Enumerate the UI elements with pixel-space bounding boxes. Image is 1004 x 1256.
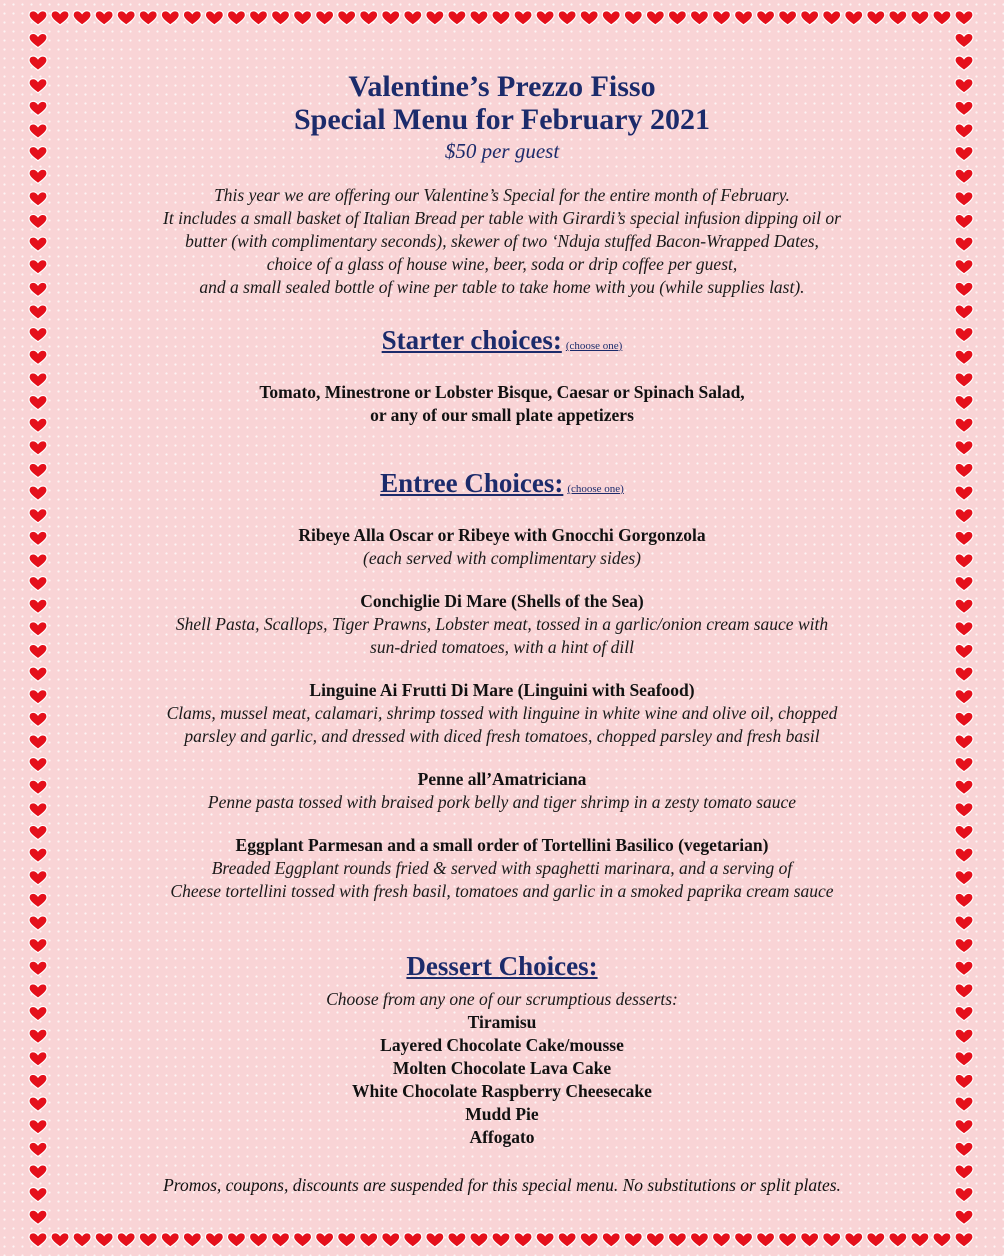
heart-icon	[29, 56, 47, 70]
heart-icon	[955, 124, 973, 138]
heart-icon	[227, 1233, 245, 1247]
heart-icon	[955, 147, 973, 161]
heart-icon	[955, 916, 973, 930]
heart-icon	[29, 531, 47, 545]
heart-icon	[955, 961, 973, 975]
heart-icon	[955, 33, 973, 47]
heart-icon	[29, 1052, 47, 1066]
heart-icon	[514, 1233, 532, 1247]
heart-icon	[29, 237, 47, 251]
heart-icon	[29, 961, 47, 975]
heart-icon	[690, 11, 708, 25]
heart-icon	[29, 1233, 47, 1247]
heart-icon	[955, 712, 973, 726]
heart-icon	[249, 11, 267, 25]
heart-icon	[29, 282, 47, 296]
intro-line: choice of a glass of house wine, beer, soda or drip coffee per guest,	[266, 254, 738, 274]
heart-icon	[117, 1233, 135, 1247]
heart-icon	[492, 11, 510, 25]
heart-icon	[624, 11, 642, 25]
heart-icon	[558, 11, 576, 25]
dish-name: Eggplant Parmesan and a small order of Tortellini Basilico (vegetarian)	[235, 835, 769, 855]
heart-icon	[955, 1029, 973, 1043]
heart-icon	[712, 11, 730, 25]
heart-icon	[867, 1233, 885, 1247]
heart-icon	[29, 1074, 47, 1088]
heart-icon	[29, 803, 47, 817]
heart-icon	[955, 1052, 973, 1066]
menu-content	[60, 70, 944, 1197]
dish-description: Breaded Eggplant rounds fried & served with spaghetti marinara, and a serving of	[211, 858, 793, 878]
heart-icon	[29, 328, 47, 342]
heart-icon	[955, 848, 973, 862]
heart-icon	[29, 712, 47, 726]
heart-icon	[382, 11, 400, 25]
heart-icon	[29, 893, 47, 907]
entree-heading	[60, 466, 944, 506]
heart-icon	[29, 644, 47, 658]
heart-icon	[51, 11, 69, 25]
heart-icon	[29, 214, 47, 228]
heart-icon	[95, 1233, 113, 1247]
starter-heading	[60, 323, 944, 363]
heart-icon	[139, 1233, 157, 1247]
heart-icon	[29, 101, 47, 115]
heart-icon	[668, 11, 686, 25]
heart-icon	[624, 1233, 642, 1247]
entree-title: Entree Choices:	[380, 468, 564, 498]
heart-icon	[183, 1233, 201, 1247]
heart-icon	[911, 1233, 929, 1247]
heart-icon	[29, 667, 47, 681]
heart-icon	[955, 984, 973, 998]
heart-icon	[29, 1006, 47, 1020]
heart-icon	[205, 1233, 223, 1247]
heart-icon	[955, 1097, 973, 1111]
heart-icon	[955, 803, 973, 817]
intro-paragraph	[60, 184, 944, 299]
heart-icon	[183, 11, 201, 25]
dish-description: Penne pasta tossed with braised pork belly and tiger shrimp in a zesty tomato sauce	[207, 792, 797, 812]
dish-description: (each served with complimentary sides)	[363, 548, 641, 568]
heart-icon	[757, 11, 775, 25]
dessert-item: Affogato	[469, 1127, 535, 1147]
heart-icon	[801, 1233, 819, 1247]
heart-icon	[955, 1210, 973, 1224]
heart-icon	[139, 11, 157, 25]
dessert-title: Dessert Choices:	[406, 951, 598, 981]
dessert-intro: Choose from any one of our scrumptious desserts:	[326, 989, 678, 1009]
heart-icon	[779, 11, 797, 25]
heart-icon	[29, 350, 47, 364]
heart-icon	[955, 735, 973, 749]
entree-dish	[60, 524, 944, 570]
heart-icon	[845, 1233, 863, 1247]
heart-icon	[955, 531, 973, 545]
heart-icon	[757, 1233, 775, 1247]
heart-icon	[955, 418, 973, 432]
intro-line: It includes a small basket of Italian Bread per table with Girardi’s special infusion dipping oil or	[163, 208, 841, 228]
heart-icon	[536, 1233, 554, 1247]
entree-note: (choose one)	[567, 483, 624, 495]
heart-icon	[29, 577, 47, 591]
heart-icon	[29, 735, 47, 749]
heart-icon	[360, 1233, 378, 1247]
dish-description: Cheese tortellini tossed with fresh basil, tomatoes and garlic in a smoked paprika cream sauce	[170, 881, 834, 901]
dessert-item: Layered Chocolate Cake/mousse	[380, 1035, 624, 1055]
heart-icon	[29, 441, 47, 455]
heart-icon	[382, 1233, 400, 1247]
heart-icon	[955, 350, 973, 364]
starter-list	[60, 381, 944, 427]
heart-icon	[823, 11, 841, 25]
heart-icon	[690, 1233, 708, 1247]
entree-dish	[60, 834, 944, 903]
heart-icon	[95, 11, 113, 25]
heart-icon	[29, 169, 47, 183]
heart-icon	[933, 11, 951, 25]
heart-icon	[911, 11, 929, 25]
dish-name: Ribeye Alla Oscar or Ribeye with Gnocchi Gorgonzola	[298, 525, 706, 545]
heart-icon	[955, 622, 973, 636]
dish-description: Shell Pasta, Scallops, Tiger Prawns, Lobster meat, tossed in a garlic/onion cream sauce with	[175, 614, 829, 634]
heart-icon	[29, 825, 47, 839]
heart-icon	[272, 11, 290, 25]
heart-icon	[29, 871, 47, 885]
heart-icon	[161, 11, 179, 25]
heart-icon	[955, 1142, 973, 1156]
heart-icon	[955, 1188, 973, 1202]
heart-icon	[294, 11, 312, 25]
heart-icon	[955, 1120, 973, 1134]
heart-icon	[161, 1233, 179, 1247]
heart-icon	[426, 1233, 444, 1247]
intro-line: and a small sealed bottle of wine per table to take home with you (while supplies last).	[199, 277, 805, 297]
dish-description: Clams, mussel meat, calamari, shrimp tossed with linguine in white wine and olive oil, chopped	[166, 703, 838, 723]
heart-icon	[29, 463, 47, 477]
heart-icon	[955, 667, 973, 681]
heart-icon	[955, 939, 973, 953]
heart-icon	[426, 11, 444, 25]
heart-icon	[29, 509, 47, 523]
heart-icon	[338, 11, 356, 25]
heart-icon	[29, 33, 47, 47]
heart-icon	[955, 1006, 973, 1020]
heart-icon	[646, 1233, 664, 1247]
heart-icon	[29, 599, 47, 613]
heart-icon	[404, 11, 422, 25]
heart-icon	[492, 1233, 510, 1247]
dessert-heading	[60, 949, 944, 988]
dish-name: Conchiglie Di Mare (Shells of the Sea)	[360, 591, 644, 611]
heart-icon	[955, 328, 973, 342]
heart-icon	[29, 124, 47, 138]
heart-icon	[955, 599, 973, 613]
heart-icon	[29, 622, 47, 636]
heart-icon	[933, 1233, 951, 1247]
heart-icon	[845, 11, 863, 25]
heart-icon	[602, 11, 620, 25]
heart-icon	[29, 916, 47, 930]
heart-icon	[712, 1233, 730, 1247]
footer-note: Promos, coupons, discounts are suspended for this special menu. No substitutions or split plates.	[163, 1175, 841, 1195]
heart-icon	[338, 1233, 356, 1247]
heart-icon	[29, 1210, 47, 1224]
dish-description: parsley and garlic, and dressed with diced fresh tomatoes, chopped parsley and fresh basil	[184, 726, 820, 746]
heart-icon	[29, 260, 47, 274]
dessert-item: White Chocolate Raspberry Cheesecake	[352, 1081, 652, 1101]
title-line-1: Valentine’s Prezzo Fisso	[348, 70, 656, 103]
heart-icon	[955, 554, 973, 568]
heart-icon	[955, 79, 973, 93]
heart-icon	[955, 871, 973, 885]
heart-icon	[514, 11, 532, 25]
heart-icon	[955, 758, 973, 772]
heart-icon	[867, 11, 885, 25]
dish-description: sun-dried tomatoes, with a hint of dill	[370, 637, 634, 657]
heart-icon	[558, 1233, 576, 1247]
heart-icon	[448, 1233, 466, 1247]
entree-dish	[60, 768, 944, 814]
heart-icon	[249, 1233, 267, 1247]
heart-icon	[602, 1233, 620, 1247]
heart-icon	[205, 11, 223, 25]
heart-icon	[470, 1233, 488, 1247]
heart-icon	[316, 11, 334, 25]
heart-icon	[955, 825, 973, 839]
heart-icon	[29, 192, 47, 206]
entree-list	[60, 524, 944, 903]
heart-icon	[955, 192, 973, 206]
heart-icon	[955, 780, 973, 794]
heart-icon	[29, 1029, 47, 1043]
heart-icon	[448, 11, 466, 25]
starter-line: Tomato, Minestrone or Lobster Bisque, Caesar or Spinach Salad,	[259, 382, 745, 402]
heart-icon	[735, 1233, 753, 1247]
heart-icon	[29, 1188, 47, 1202]
heart-icon	[955, 1074, 973, 1088]
heart-icon	[580, 1233, 598, 1247]
heart-icon	[29, 1165, 47, 1179]
heart-icon	[955, 260, 973, 274]
heart-icon	[580, 11, 598, 25]
heart-icon	[955, 690, 973, 704]
starter-line: or any of our small plate appetizers	[370, 405, 634, 425]
heart-icon	[955, 441, 973, 455]
dessert-item: Molten Chocolate Lava Cake	[392, 1058, 612, 1078]
heart-icon	[316, 1233, 334, 1247]
heart-icon	[646, 11, 664, 25]
heart-icon	[29, 395, 47, 409]
heart-icon	[272, 1233, 290, 1247]
heart-icon	[955, 486, 973, 500]
heart-icon	[227, 11, 245, 25]
entree-dish	[60, 679, 944, 748]
dish-name: Linguine Ai Frutti Di Mare (Linguini with Seafood)	[309, 680, 695, 700]
heart-icon	[29, 373, 47, 387]
heart-icon	[536, 11, 554, 25]
dessert-item: Mudd Pie	[465, 1104, 539, 1124]
starter-title: Starter choices:	[381, 325, 562, 355]
heart-icon	[823, 1233, 841, 1247]
heart-icon	[29, 305, 47, 319]
intro-line: This year we are offering our Valentine’s Special for the entire month of February.	[214, 185, 790, 205]
heart-icon	[294, 1233, 312, 1247]
heart-icon	[955, 282, 973, 296]
heart-icon	[955, 305, 973, 319]
heart-icon	[889, 1233, 907, 1247]
heart-icon	[955, 101, 973, 115]
entree-dish	[60, 590, 944, 659]
heart-icon	[360, 11, 378, 25]
heart-icon	[955, 1165, 973, 1179]
title-line-2: Special Menu for February 2021	[293, 103, 711, 136]
heart-icon	[955, 237, 973, 251]
heart-icon	[955, 577, 973, 591]
heart-icon	[955, 169, 973, 183]
heart-icon	[29, 848, 47, 862]
heart-icon	[404, 1233, 422, 1247]
heart-icon	[51, 1233, 69, 1247]
heart-icon	[29, 486, 47, 500]
heart-icon	[117, 11, 135, 25]
heart-icon	[29, 1097, 47, 1111]
dessert-list	[60, 988, 944, 1149]
heart-icon	[735, 11, 753, 25]
heart-icon	[29, 11, 47, 25]
heart-icon	[955, 463, 973, 477]
heart-icon	[955, 1233, 973, 1247]
heart-icon	[955, 509, 973, 523]
heart-icon	[470, 11, 488, 25]
heart-icon	[29, 758, 47, 772]
heart-icon	[955, 395, 973, 409]
heart-icon	[29, 1142, 47, 1156]
heart-icon	[955, 214, 973, 228]
heart-icon	[955, 11, 973, 25]
intro-line: butter (with complimentary seconds), skewer of two ‘Nduja stuffed Bacon-Wrapped Dates,	[185, 231, 819, 251]
dessert-item: Tiramisu	[467, 1012, 537, 1032]
dish-name: Penne all’Amatriciana	[417, 769, 587, 789]
heart-icon	[29, 690, 47, 704]
heart-icon	[889, 11, 907, 25]
heart-icon	[955, 373, 973, 387]
heart-icon	[779, 1233, 797, 1247]
heart-icon	[955, 56, 973, 70]
heart-icon	[955, 893, 973, 907]
heart-icon	[29, 554, 47, 568]
starter-note: (choose one)	[565, 340, 623, 352]
heart-icon	[29, 939, 47, 953]
heart-icon	[73, 11, 91, 25]
heart-icon	[668, 1233, 686, 1247]
heart-icon	[29, 79, 47, 93]
price: $50 per guest	[444, 139, 560, 163]
heart-icon	[73, 1233, 91, 1247]
heart-icon	[801, 11, 819, 25]
heart-icon	[29, 1120, 47, 1134]
heart-icon	[29, 147, 47, 161]
heart-icon	[955, 644, 973, 658]
heart-icon	[29, 984, 47, 998]
heart-icon	[29, 780, 47, 794]
heart-icon	[29, 418, 47, 432]
